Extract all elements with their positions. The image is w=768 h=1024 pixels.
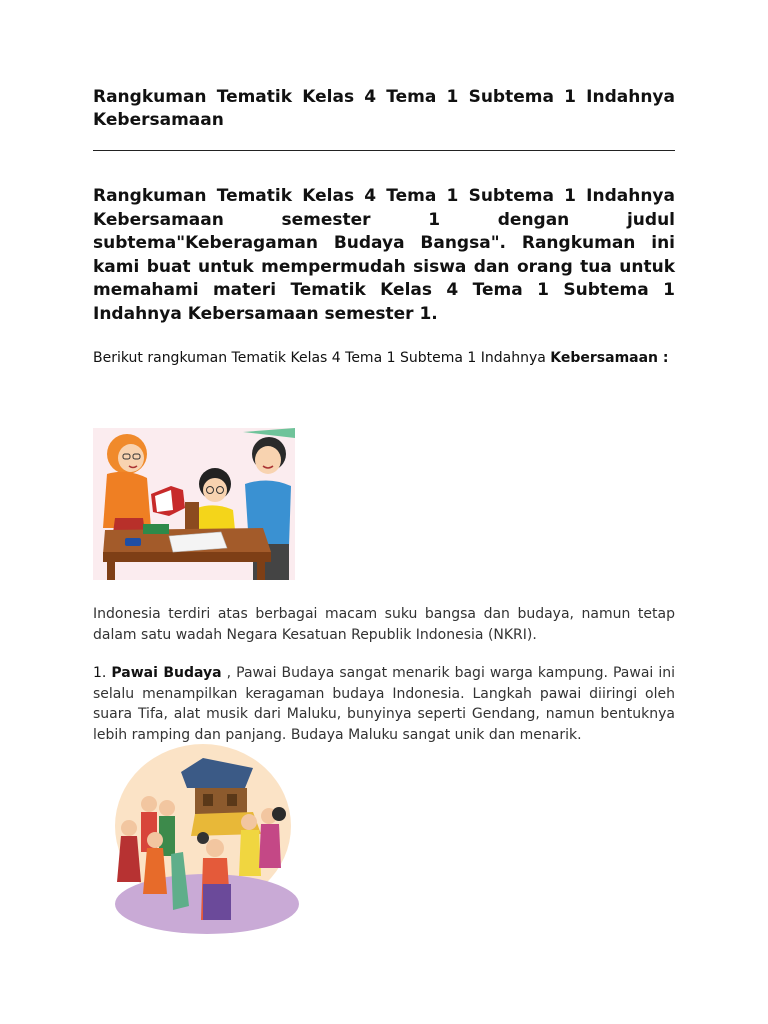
- people-studying-illustration-icon: [93, 428, 295, 580]
- cultural-parade-illustration: [103, 744, 303, 936]
- intro-text: Berikut rangkuman Tematik Kelas 4 Tema 1 Subtema 1 Indahnya: [93, 350, 551, 366]
- document-title: Rangkuman Tematik Kelas 4 Tema 1 Subtema 1 Indahnya Kebersamaan: [93, 87, 675, 130]
- parade-illustration-icon: [103, 744, 303, 936]
- intro-bold-text: Kebersamaan :: [550, 350, 669, 366]
- lead-paragraph: Rangkuman Tematik Kelas 4 Tema 1 Subtema 1 Indahnya Kebersamaan semester 1 dengan judul subtema"Keberagaman Budaya Bangsa". Rangkuman ini kami buat untuk mempermudah siswa dan orang tua untuk memahami materi Tematik Kelas 4 Tema 1 Subtema 1 Indahnya Kebersamaan semester 1.: [93, 186, 675, 324]
- intro-paragraph: [93, 348, 675, 368]
- list-item-number: 1.: [93, 665, 112, 681]
- title-divider: [93, 150, 675, 151]
- paragraph-nkri: Indonesia terdiri atas berbagai macam suku bangsa dan budaya, namun tetap dalam satu wadah Negara Kesatuan Republik Indonesia (NKRI).: [93, 606, 675, 643]
- list-item-pawai-budaya: [93, 663, 675, 745]
- list-item-title: Pawai Budaya: [111, 665, 222, 681]
- list-item-text: , Pawai Budaya sangat menarik bagi warga kampung. Pawai ini selalu menampilkan keragaman budaya Indonesia. Langkah pawai diiringi oleh suara Tifa, alat musik dari Maluku, bunyinya seperti Gendang, namun bentuknya lebih ramping dan panjang. Budaya Maluku sangat unik dan menarik.: [93, 665, 676, 743]
- family-study-illustration: [93, 428, 295, 580]
